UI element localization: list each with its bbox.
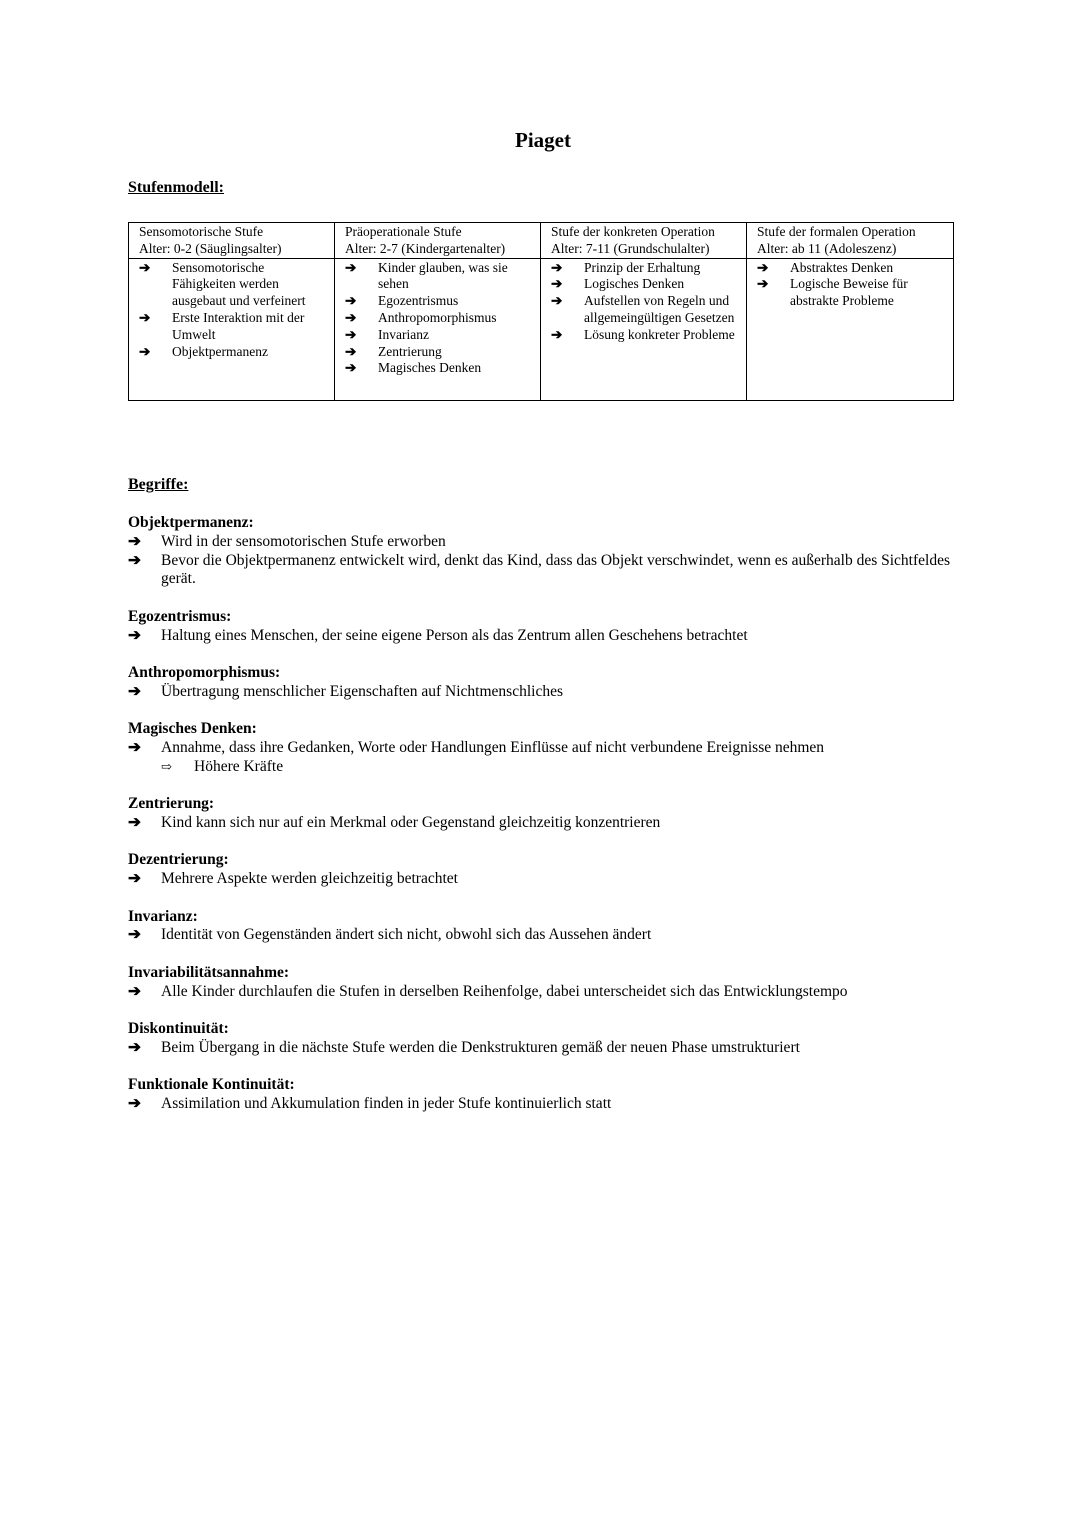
arrow-right-icon: ➔ <box>128 813 141 831</box>
list-item <box>128 627 958 646</box>
arrow-right-icon: ➔ <box>128 532 141 550</box>
stage-item-text: Objektpermanenz <box>172 343 268 359</box>
stage-item-list <box>551 260 742 344</box>
arrow-right-icon: ➔ <box>128 682 141 700</box>
term-title: Magisches Denken: <box>128 720 257 738</box>
stage-age: Alter: 7-11 (Grundschulalter) <box>551 240 710 256</box>
stage-header-cell <box>335 223 541 259</box>
term-dezentrierung <box>128 851 958 889</box>
arrow-right-icon: ➔ <box>345 259 357 275</box>
stage-item-text: Logische Beweise für abstrakte Probleme <box>790 276 908 309</box>
arrow-right-icon: ➔ <box>128 626 141 644</box>
list-item <box>757 260 949 277</box>
term-title: Invarianz: <box>128 907 198 925</box>
arrow-right-icon: ➔ <box>345 309 357 325</box>
list-item <box>345 360 536 377</box>
list-item <box>345 260 536 294</box>
arrow-right-icon: ➔ <box>139 343 151 359</box>
outline-arrow-right-icon: ⇨ <box>161 758 172 774</box>
term-point-text: Übertragung menschlicher Eigenschaften auf Nichtmenschliches <box>161 682 563 700</box>
arrow-right-icon: ➔ <box>139 309 151 325</box>
list-item <box>757 276 949 310</box>
arrow-right-icon: ➔ <box>757 259 769 275</box>
stage-item-text: Invarianz <box>378 326 429 342</box>
term-anthropomorphismus <box>128 664 958 702</box>
arrow-right-icon: ➔ <box>345 293 357 309</box>
term-point-text: Identität von Gegenständen ändert sich nicht, obwohl sich das Aussehen ändert <box>161 926 652 944</box>
term-title: Egozentrismus: <box>128 607 232 625</box>
arrow-right-icon: ➔ <box>551 326 563 342</box>
arrow-right-icon: ➔ <box>345 326 357 342</box>
term-point-text: Kind kann sich nur auf ein Merkmal oder Gegenstand gleichzeitig konzentrieren <box>161 813 661 831</box>
arrow-right-icon: ➔ <box>345 343 357 359</box>
arrow-right-icon: ➔ <box>128 926 141 944</box>
stage-item-text: Erste Interaktion mit der Umwelt <box>172 309 305 342</box>
list-item <box>551 276 742 293</box>
arrow-right-icon: ➔ <box>128 870 141 888</box>
stage-name: Präoperationale Stufe <box>345 224 462 239</box>
stufen-header-row <box>129 223 954 259</box>
list-item <box>139 344 330 361</box>
arrow-right-icon: ➔ <box>757 276 769 292</box>
list-item <box>345 310 536 327</box>
list-item <box>128 1039 958 1058</box>
begriffe-heading: Begriffe: <box>128 476 189 493</box>
list-item <box>128 1095 958 1114</box>
arrow-right-icon: ➔ <box>551 259 563 275</box>
list-item <box>139 260 330 310</box>
list-item <box>345 344 536 361</box>
stage-header-cell <box>541 223 747 259</box>
stage-item-text: Aufstellen von Regeln und allgemeingültigen Gesetzen <box>584 293 735 325</box>
term-invariabilitaetsannahme <box>128 964 958 1002</box>
term-egozentrismus <box>128 608 958 646</box>
arrow-right-icon: ➔ <box>128 982 141 1000</box>
term-point-text: Mehrere Aspekte werden gleichzeitig betrachtet <box>161 870 458 888</box>
stage-item-text: Kinder glauben, was sie sehen <box>378 259 508 292</box>
stage-name: Stufe der konkreten Operation <box>551 224 715 239</box>
list-item <box>551 260 742 277</box>
list-item <box>128 983 958 1002</box>
list-item <box>551 327 742 344</box>
list-item <box>345 327 536 344</box>
term-point-text: Beim Übergang in die nächste Stufe werden die Denkstrukturen gemäß der neuen Phase umstrukturiert <box>161 1038 800 1056</box>
term-diskontinuitaet <box>128 1020 958 1058</box>
stage-item-list <box>757 260 949 310</box>
arrow-right-icon: ➔ <box>128 551 141 569</box>
arrow-right-icon: ➔ <box>128 738 141 756</box>
term-title: Zentrierung: <box>128 795 215 813</box>
list-item <box>128 552 958 590</box>
term-title: Anthropomorphismus: <box>128 663 281 681</box>
term-point-text: Assimilation und Akkumulation finden in jeder Stufe kontinuierlich statt <box>161 1094 612 1112</box>
stage-item-text: Lösung konkreter Probleme <box>584 326 735 342</box>
term-objektpermanenz <box>128 514 958 589</box>
list-item <box>345 293 536 310</box>
term-title: Diskontinuität: <box>128 1019 229 1037</box>
arrow-right-icon: ➔ <box>345 360 357 376</box>
stage-items-cell <box>541 258 747 400</box>
term-funktionale-kontinuitaet <box>128 1076 958 1114</box>
arrow-right-icon: ➔ <box>128 1094 141 1112</box>
list-item <box>128 533 958 552</box>
term-title: Funktionale Kontinuität: <box>128 1076 295 1094</box>
stage-name: Sensomotorische Stufe <box>139 224 264 239</box>
term-point-text: Haltung eines Menschen, der seine eigene Person als das Zentrum allen Geschehens betrachtet <box>161 626 748 644</box>
stage-header-cell <box>129 223 335 259</box>
term-point-text: Alle Kinder durchlaufen die Stufen in derselben Reihenfolge, dabei unterscheidet sich das Entwicklungstempo <box>161 982 848 1000</box>
term-title: Objektpermanenz: <box>128 514 254 531</box>
term-point-text: Wird in der sensomotorischen Stufe erworben <box>161 532 446 550</box>
stage-item-text: Sensomotorische Fähigkeiten werden ausgebaut und verfeinert <box>172 259 306 309</box>
stage-age: Alter: ab 11 (Adoleszenz) <box>757 240 897 256</box>
list-sub-item <box>128 758 958 777</box>
term-magisches-denken <box>128 720 958 776</box>
stage-item-text: Prinzip der Erhaltung <box>584 259 701 275</box>
arrow-right-icon: ➔ <box>128 1038 141 1056</box>
page-title: Piaget <box>515 128 571 152</box>
stage-item-list <box>139 260 330 361</box>
stage-item-text: Magisches Denken <box>378 360 482 376</box>
list-item <box>551 293 742 327</box>
stufen-table <box>128 222 954 401</box>
list-item <box>128 926 958 945</box>
stage-items-cell <box>335 258 541 400</box>
list-item <box>139 310 330 344</box>
stage-name: Stufe der formalen Operation <box>757 224 916 239</box>
term-point-text: Bevor die Objektpermanenz entwickelt wird, denkt das Kind, dass das Objekt verschwindet, wenn es außerhalb des Sichtfeldes gerät. <box>161 551 950 588</box>
stage-header-cell <box>747 223 954 259</box>
term-title: Invariabilitätsannahme: <box>128 963 290 981</box>
arrow-right-icon: ➔ <box>139 259 151 275</box>
stufenmodell-heading: Stufenmodell: <box>128 179 224 196</box>
stage-item-text: Anthropomorphismus <box>378 309 497 325</box>
list-item <box>128 870 958 889</box>
term-invarianz <box>128 908 958 946</box>
arrow-right-icon: ➔ <box>551 276 563 292</box>
stage-item-list <box>345 260 536 378</box>
stage-item-text: Logisches Denken <box>584 276 685 292</box>
term-title: Dezentrierung: <box>128 851 229 869</box>
stage-age: Alter: 0-2 (Säuglingsalter) <box>139 240 282 256</box>
list-item <box>128 814 958 833</box>
list-item <box>128 739 958 758</box>
term-sub-point-text: Höhere Kräfte <box>194 757 284 775</box>
stage-items-cell <box>129 258 335 400</box>
term-point-text: Annahme, dass ihre Gedanken, Worte oder Handlungen Einflüsse auf nicht verbundene Ereignisse nehmen <box>161 738 825 756</box>
list-item <box>128 683 958 702</box>
stage-item-text: Zentrierung <box>378 343 442 359</box>
term-zentrierung <box>128 795 958 833</box>
stage-item-text: Egozentrismus <box>378 293 459 309</box>
stage-item-text: Abstraktes Denken <box>790 259 894 275</box>
begriffe-list <box>128 514 958 1132</box>
stage-items-cell <box>747 258 954 400</box>
arrow-right-icon: ➔ <box>551 293 563 309</box>
stage-age: Alter: 2-7 (Kindergartenalter) <box>345 240 506 256</box>
stufen-body-row <box>129 258 954 400</box>
